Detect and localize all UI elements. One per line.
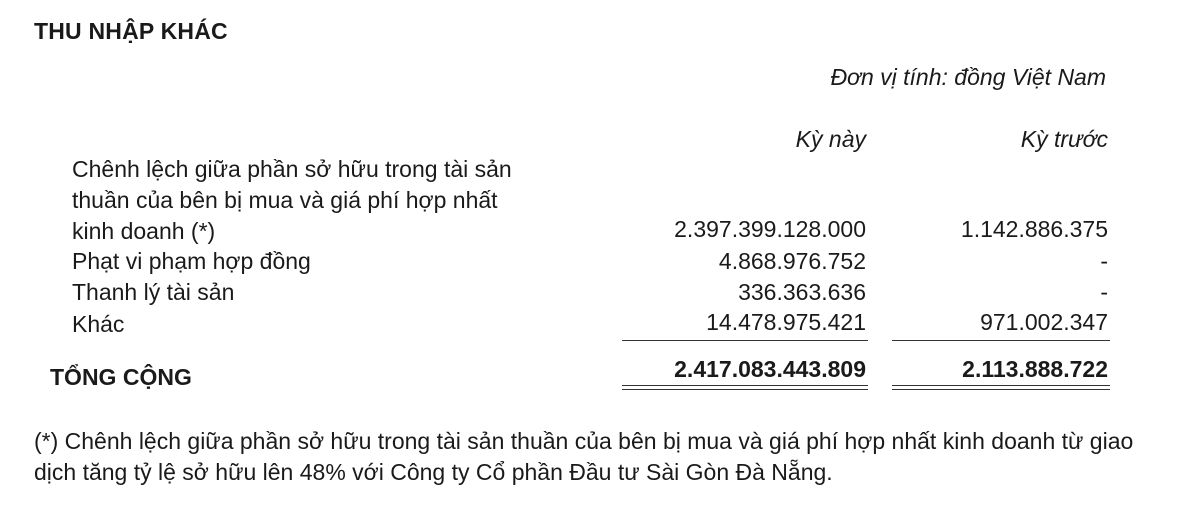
unit-note: Đơn vị tính: đồng Việt Nam <box>830 64 1106 90</box>
total-value-current: 2.417.083.443.809 <box>674 356 866 382</box>
total-double-rule-current-bottom <box>622 389 868 390</box>
row-value-previous: 1.142.886.375 <box>960 216 1108 242</box>
row-value-current: 4.868.976.752 <box>718 248 866 274</box>
total-double-rule-previous-bottom <box>892 389 1110 390</box>
row-label-goodwill <box>72 154 512 247</box>
row-value-previous: - <box>1100 279 1108 305</box>
total-label: TỔNG CỘNG <box>50 364 192 390</box>
column-header-current: Kỳ này <box>795 126 866 152</box>
row-value-previous: 971.002.347 <box>980 309 1108 335</box>
row-label-other: Khác <box>72 311 125 337</box>
column-header-previous: Kỳ trước <box>1020 126 1108 152</box>
row-value-current: 2.397.399.128.000 <box>674 216 866 242</box>
section-title: THU NHẬP KHÁC <box>34 18 228 44</box>
row-label-line: thuần của bên bị mua và giá phí hợp nhất <box>72 187 498 213</box>
row-value-previous: - <box>1100 248 1108 274</box>
row-label-line: Chênh lệch giữa phần sở hữu trong tài sản <box>72 156 512 182</box>
row-label-line: kinh doanh (*) <box>72 218 216 244</box>
row-value-current: 336.363.636 <box>738 279 866 305</box>
footnote: (*) Chênh lệch giữa phần sở hữu trong tài sản thuần của bên bị mua và giá phí hợp nhất kinh doanh từ giao dịch tăng tỷ lệ sở hữu lên 48% với Công ty Cổ phần Đầu tư Sài Gòn Đà Nẵng. <box>34 428 1134 485</box>
row-label-asset-liquidation: Thanh lý tài sản <box>72 279 235 305</box>
total-double-rule-previous-top <box>892 385 1110 386</box>
total-value-previous: 2.113.888.722 <box>962 356 1108 382</box>
subtotal-rule-previous <box>892 340 1110 341</box>
total-double-rule-current-top <box>622 385 868 386</box>
subtotal-rule-current <box>622 340 868 341</box>
row-label-contract-penalty: Phạt vi phạm hợp đồng <box>72 248 311 274</box>
row-value-current: 14.478.975.421 <box>706 309 866 335</box>
